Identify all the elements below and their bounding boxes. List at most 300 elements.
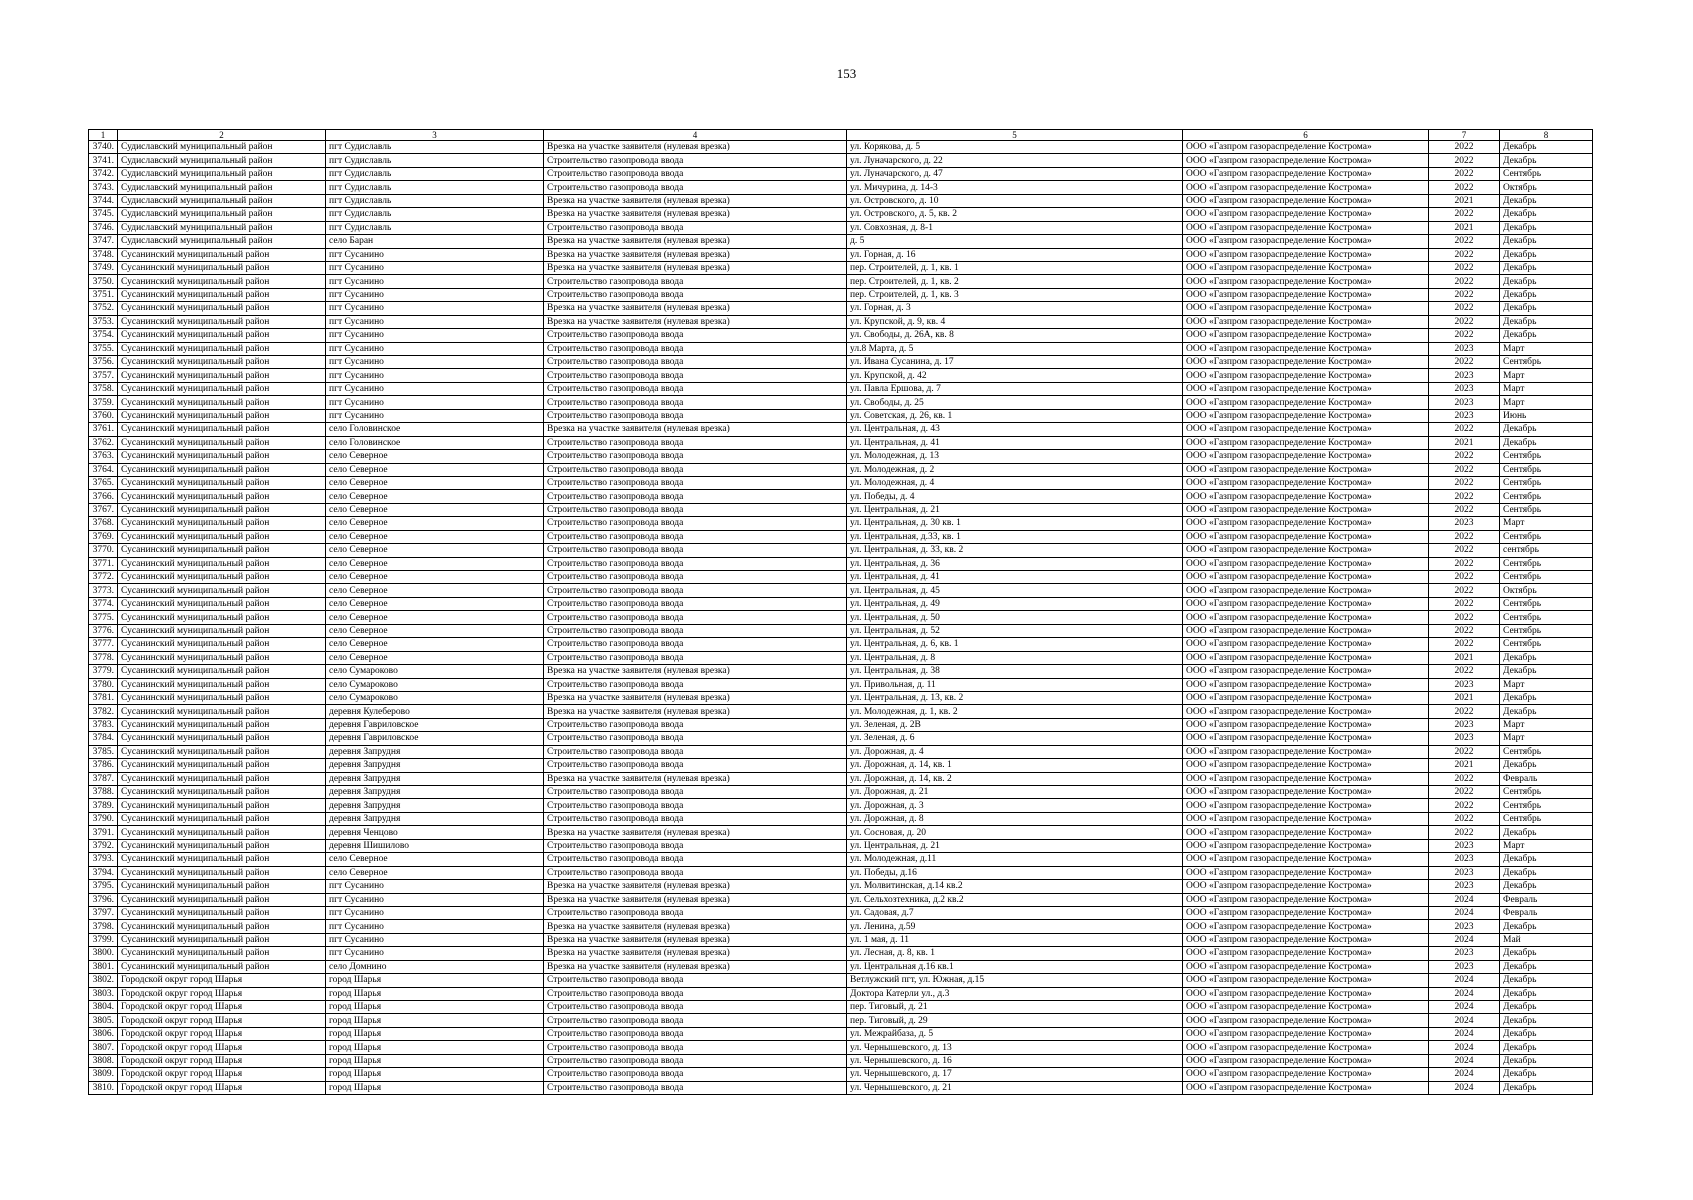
row-number: 3797. [89,906,118,919]
operator-cell: ООО «Газпром газораспределение Кострома» [1183,853,1429,866]
table-row [89,302,1593,315]
operator-cell: ООО «Газпром газораспределение Кострома» [1183,705,1429,718]
district-cell: Сусанинский муниципальный район [118,463,326,476]
settlement-cell: пгт Судиславль [326,141,544,154]
work-type-cell: Врезка на участке заявителя (нулевая врезка) [544,933,847,946]
month-cell: Декабрь [1500,1014,1593,1027]
table-row [89,342,1593,355]
address-cell: ул. Горная, д. 3 [847,302,1183,315]
work-type-cell: Врезка на участке заявителя (нулевая врезка) [544,920,847,933]
year-cell: 2022 [1429,423,1500,436]
settlement-cell: село Северное [326,544,544,557]
year-cell: 2022 [1429,476,1500,489]
row-number: 3757. [89,369,118,382]
settlement-cell: село Северное [326,476,544,489]
district-cell: Сусанинский муниципальный район [118,799,326,812]
operator-cell: ООО «Газпром газораспределение Кострома» [1183,974,1429,987]
month-cell: Март [1500,382,1593,395]
district-cell: Сусанинский муниципальный район [118,786,326,799]
year-cell: 2024 [1429,906,1500,919]
year-cell: 2022 [1429,356,1500,369]
year-cell: 2022 [1429,745,1500,758]
district-cell: Городской округ город Шарья [118,987,326,1000]
table-row [89,141,1593,154]
row-number: 3746. [89,221,118,234]
settlement-cell: село Северное [326,611,544,624]
settlement-cell: пгт Сусанино [326,261,544,274]
district-cell: Сусанинский муниципальный район [118,597,326,610]
row-number: 3780. [89,678,118,691]
operator-cell: ООО «Газпром газораспределение Кострома» [1183,947,1429,960]
row-number: 3798. [89,920,118,933]
table-row [89,665,1593,678]
address-cell: ул. Центральная, д. 45 [847,584,1183,597]
settlement-cell: пгт Судиславль [326,194,544,207]
year-cell: 2022 [1429,248,1500,261]
year-cell: 2022 [1429,490,1500,503]
year-cell: 2022 [1429,571,1500,584]
address-cell: ул. Центральная, д. 6, кв. 1 [847,638,1183,651]
row-number: 3804. [89,1001,118,1014]
district-cell: Судиславский муниципальный район [118,235,326,248]
month-cell: Декабрь [1500,853,1593,866]
row-number: 3790. [89,812,118,825]
settlement-cell: город Шарья [326,1001,544,1014]
operator-cell: ООО «Газпром газораспределение Кострома» [1183,571,1429,584]
year-cell: 2023 [1429,396,1500,409]
table-row [89,329,1593,342]
year-cell: 2023 [1429,960,1500,973]
row-number: 3808. [89,1054,118,1067]
settlement-cell: село Сумароково [326,665,544,678]
work-type-cell: Врезка на участке заявителя (нулевая врезка) [544,261,847,274]
address-cell: ул. Павла Ершова, д. 7 [847,382,1183,395]
column-header: 5 [847,130,1183,141]
table-row [89,759,1593,772]
address-cell: ул. Сельхозтехника, д.2 кв.2 [847,893,1183,906]
work-type-cell: Строительство газопровода ввода [544,463,847,476]
row-number: 3796. [89,893,118,906]
settlement-cell: село Северное [326,651,544,664]
settlement-cell: пгт Сусанино [326,275,544,288]
row-number: 3782. [89,705,118,718]
operator-cell: ООО «Газпром газораспределение Кострома» [1183,812,1429,825]
address-cell: ул. Центральная, д. 33, кв. 2 [847,544,1183,557]
settlement-cell: пгт Сусанино [326,906,544,919]
row-number: 3754. [89,329,118,342]
row-number: 3803. [89,987,118,1000]
table-row [89,235,1593,248]
month-cell: Сентябрь [1500,799,1593,812]
settlement-cell: город Шарья [326,1081,544,1094]
address-cell: ул. Ленина, д.59 [847,920,1183,933]
month-cell: Март [1500,839,1593,852]
district-cell: Судиславский муниципальный район [118,181,326,194]
operator-cell: ООО «Газпром газораспределение Кострома» [1183,356,1429,369]
year-cell: 2021 [1429,194,1500,207]
operator-cell: ООО «Газпром газораспределение Кострома» [1183,302,1429,315]
operator-cell: ООО «Газпром газораспределение Кострома» [1183,396,1429,409]
work-type-cell: Строительство газопровода ввода [544,1081,847,1094]
month-cell: Декабрь [1500,1027,1593,1040]
settlement-cell: деревня Запрудня [326,812,544,825]
address-cell: ул. Дорожная, д. 14, кв. 1 [847,759,1183,772]
operator-cell: ООО «Газпром газораспределение Кострома» [1183,584,1429,597]
month-cell: Октябрь [1500,181,1593,194]
year-cell: 2023 [1429,866,1500,879]
work-type-cell: Строительство газопровода ввода [544,329,847,342]
year-cell: 2024 [1429,1068,1500,1081]
work-type-cell: Строительство газопровода ввода [544,1014,847,1027]
year-cell: 2024 [1429,1027,1500,1040]
operator-cell: ООО «Газпром газораспределение Кострома» [1183,235,1429,248]
operator-cell: ООО «Газпром газораспределение Кострома» [1183,826,1429,839]
settlement-cell: пгт Сусанино [326,933,544,946]
address-cell: ул. Центральная, д.33, кв. 1 [847,530,1183,543]
address-cell: ул. Советская, д. 26, кв. 1 [847,409,1183,422]
row-number: 3786. [89,759,118,772]
row-number: 3744. [89,194,118,207]
year-cell: 2022 [1429,665,1500,678]
year-cell: 2024 [1429,933,1500,946]
year-cell: 2023 [1429,853,1500,866]
work-type-cell: Врезка на участке заявителя (нулевая врезка) [544,960,847,973]
operator-cell: ООО «Газпром газораспределение Кострома» [1183,423,1429,436]
table-row [89,678,1593,691]
address-cell: ул. Совхозная, д. 8-1 [847,221,1183,234]
month-cell: Июнь [1500,409,1593,422]
address-cell: ул. Молвитинская, д.14 кв.2 [847,880,1183,893]
year-cell: 2023 [1429,678,1500,691]
operator-cell: ООО «Газпром газораспределение Кострома» [1183,651,1429,664]
month-cell: Февраль [1500,772,1593,785]
work-type-cell: Врезка на участке заявителя (нулевая врезка) [544,141,847,154]
district-cell: Сусанинский муниципальный район [118,450,326,463]
work-type-cell: Строительство газопровода ввода [544,1027,847,1040]
address-cell: ул. Молодежная, д. 4 [847,476,1183,489]
month-cell: Декабрь [1500,866,1593,879]
settlement-cell: город Шарья [326,987,544,1000]
table-row [89,1027,1593,1040]
operator-cell: ООО «Газпром газораспределение Кострома» [1183,544,1429,557]
month-cell: Декабрь [1500,208,1593,221]
settlement-cell: деревня Ченцово [326,826,544,839]
row-number: 3772. [89,571,118,584]
address-cell: ул. Центральная, д. 41 [847,571,1183,584]
address-cell: ул. Победы, д.16 [847,866,1183,879]
district-cell: Сусанинский муниципальный район [118,732,326,745]
work-type-cell: Строительство газопровода ввода [544,517,847,530]
table-row [89,893,1593,906]
row-number: 3750. [89,275,118,288]
column-header: 2 [118,130,326,141]
district-cell: Сусанинский муниципальный район [118,866,326,879]
operator-cell: ООО «Газпром газораспределение Кострома» [1183,745,1429,758]
row-number: 3785. [89,745,118,758]
address-cell: ул. Дорожная, д. 14, кв. 2 [847,772,1183,785]
work-type-cell: Врезка на участке заявителя (нулевая врезка) [544,315,847,328]
address-cell: ул. 1 мая, д. 11 [847,933,1183,946]
table-row [89,571,1593,584]
table-row [89,880,1593,893]
month-cell: Декабрь [1500,974,1593,987]
row-number: 3745. [89,208,118,221]
address-cell: ул. Дорожная, д. 3 [847,799,1183,812]
month-cell: Сентябрь [1500,167,1593,180]
year-cell: 2024 [1429,987,1500,1000]
operator-cell: ООО «Газпром газораспределение Кострома» [1183,315,1429,328]
year-cell: 2023 [1429,920,1500,933]
settlement-cell: деревня Запрудня [326,772,544,785]
settlement-cell: село Северное [326,866,544,879]
table-row [89,1041,1593,1054]
table-row [89,181,1593,194]
table-row [89,651,1593,664]
work-type-cell: Строительство газопровода ввода [544,167,847,180]
month-cell: Декабрь [1500,154,1593,167]
district-cell: Сусанинский муниципальный район [118,382,326,395]
month-cell: Сентябрь [1500,624,1593,637]
year-cell: 2022 [1429,611,1500,624]
address-cell: ул.8 Марта, д. 5 [847,342,1183,355]
header-row [89,130,1593,141]
month-cell: Декабрь [1500,759,1593,772]
year-cell: 2024 [1429,1054,1500,1067]
row-number: 3806. [89,1027,118,1040]
month-cell: Сентябрь [1500,503,1593,516]
year-cell: 2022 [1429,799,1500,812]
settlement-cell: село Домнино [326,960,544,973]
address-cell: пер. Строителей, д. 1, кв. 2 [847,275,1183,288]
row-number: 3741. [89,154,118,167]
address-cell: ул. Молодежная, д. 2 [847,463,1183,476]
operator-cell: ООО «Газпром газораспределение Кострома» [1183,799,1429,812]
settlement-cell: деревня Запрудня [326,786,544,799]
settlement-cell: пгт Сусанино [326,342,544,355]
month-cell: Декабрь [1500,947,1593,960]
settlement-cell: село Северное [326,624,544,637]
month-cell: Сентябрь [1500,463,1593,476]
work-type-cell: Строительство газопровода ввода [544,571,847,584]
row-number: 3807. [89,1041,118,1054]
row-number: 3752. [89,302,118,315]
settlement-cell: пгт Судиславль [326,181,544,194]
work-type-cell: Врезка на участке заявителя (нулевая врезка) [544,235,847,248]
table-row [89,450,1593,463]
work-type-cell: Врезка на участке заявителя (нулевая врезка) [544,302,847,315]
district-cell: Сусанинский муниципальный район [118,503,326,516]
year-cell: 2022 [1429,638,1500,651]
table-row [89,436,1593,449]
operator-cell: ООО «Газпром газораспределение Кострома» [1183,342,1429,355]
year-cell: 2024 [1429,1014,1500,1027]
operator-cell: ООО «Газпром газораспределение Кострома» [1183,933,1429,946]
work-type-cell: Врезка на участке заявителя (нулевая врезка) [544,423,847,436]
operator-cell: ООО «Газпром газораспределение Кострома» [1183,1068,1429,1081]
district-cell: Сусанинский муниципальный район [118,947,326,960]
operator-cell: ООО «Газпром газораспределение Кострома» [1183,248,1429,261]
address-cell: ул. Центральная, д. 52 [847,624,1183,637]
table-row [89,221,1593,234]
year-cell: 2021 [1429,436,1500,449]
year-cell: 2022 [1429,597,1500,610]
address-cell: ул. Центральная, д. 43 [847,423,1183,436]
district-cell: Судиславский муниципальный район [118,194,326,207]
year-cell: 2023 [1429,947,1500,960]
row-number: 3774. [89,597,118,610]
district-cell: Сусанинский муниципальный район [118,248,326,261]
operator-cell: ООО «Газпром газораспределение Кострома» [1183,597,1429,610]
settlement-cell: пгт Сусанино [326,302,544,315]
work-type-cell: Врезка на участке заявителя (нулевая врезка) [544,665,847,678]
settlement-cell: пгт Сусанино [326,356,544,369]
year-cell: 2022 [1429,624,1500,637]
table-row [89,248,1593,261]
month-cell: Декабрь [1500,302,1593,315]
month-cell: Декабрь [1500,329,1593,342]
district-cell: Сусанинский муниципальный район [118,678,326,691]
table-row [89,369,1593,382]
operator-cell: ООО «Газпром газораспределение Кострома» [1183,181,1429,194]
settlement-cell: город Шарья [326,1054,544,1067]
year-cell: 2022 [1429,167,1500,180]
month-cell: Декабрь [1500,1081,1593,1094]
settlement-cell: город Шарья [326,1014,544,1027]
row-number: 3740. [89,141,118,154]
district-cell: Судиславский муниципальный район [118,167,326,180]
settlement-cell: пгт Сусанино [326,947,544,960]
year-cell: 2023 [1429,517,1500,530]
row-number: 3753. [89,315,118,328]
operator-cell: ООО «Газпром газораспределение Кострома» [1183,409,1429,422]
table-row [89,530,1593,543]
work-type-cell: Строительство газопровода ввода [544,799,847,812]
work-type-cell: Строительство газопровода ввода [544,853,847,866]
address-cell: Ветлужский пгт, ул. Южная, д.15 [847,974,1183,987]
year-cell: 2022 [1429,812,1500,825]
month-cell: Декабрь [1500,288,1593,301]
row-number: 3769. [89,530,118,543]
district-cell: Сусанинский муниципальный район [118,611,326,624]
table-row [89,490,1593,503]
district-cell: Сусанинский муниципальный район [118,490,326,503]
row-number: 3767. [89,503,118,516]
operator-cell: ООО «Газпром газораспределение Кострома» [1183,154,1429,167]
row-number: 3789. [89,799,118,812]
address-cell: ул. Островского, д. 5, кв. 2 [847,208,1183,221]
operator-cell: ООО «Газпром газораспределение Кострома» [1183,906,1429,919]
month-cell: Декабрь [1500,826,1593,839]
work-type-cell: Строительство газопровода ввода [544,759,847,772]
row-number: 3761. [89,423,118,436]
month-cell: Март [1500,396,1593,409]
address-cell: ул. Мичурина, д. 14-3 [847,181,1183,194]
district-cell: Сусанинский муниципальный район [118,476,326,489]
table-row [89,315,1593,328]
address-cell: ул. Крупской, д. 42 [847,369,1183,382]
row-number: 3747. [89,235,118,248]
address-cell: ул. Дорожная, д. 21 [847,786,1183,799]
work-type-cell: Строительство газопровода ввода [544,409,847,422]
settlement-cell: село Сумароково [326,678,544,691]
month-cell: Декабрь [1500,651,1593,664]
settlement-cell: деревня Гавриловское [326,718,544,731]
month-cell: Сентябрь [1500,597,1593,610]
work-type-cell: Врезка на участке заявителя (нулевая врезка) [544,208,847,221]
year-cell: 2022 [1429,786,1500,799]
table-row [89,745,1593,758]
address-cell: ул. Чернышевского, д. 13 [847,1041,1183,1054]
work-type-cell: Врезка на участке заявителя (нулевая врезка) [544,880,847,893]
operator-cell: ООО «Газпром газораспределение Кострома» [1183,1054,1429,1067]
table-row [89,544,1593,557]
operator-cell: ООО «Газпром газораспределение Кострома» [1183,450,1429,463]
column-header: 7 [1429,130,1500,141]
table-row [89,705,1593,718]
address-cell: ул. Центральная, д. 49 [847,597,1183,610]
district-cell: Сусанинский муниципальный район [118,880,326,893]
table-row [89,947,1593,960]
work-type-cell: Строительство газопровода ввода [544,557,847,570]
gasification-table [88,129,1593,1095]
month-cell: Декабрь [1500,1001,1593,1014]
work-type-cell: Строительство газопровода ввода [544,839,847,852]
district-cell: Сусанинский муниципальный район [118,571,326,584]
month-cell: Март [1500,342,1593,355]
year-cell: 2022 [1429,705,1500,718]
table-row [89,1081,1593,1094]
settlement-cell: пгт Сусанино [326,369,544,382]
row-number: 3764. [89,463,118,476]
month-cell: Сентябрь [1500,638,1593,651]
address-cell: ул. Зеленая, д. 6 [847,732,1183,745]
table-row [89,503,1593,516]
row-number: 3805. [89,1014,118,1027]
year-cell: 2023 [1429,880,1500,893]
row-number: 3779. [89,665,118,678]
address-cell: ул. Свободы, д. 26А, кв. 8 [847,329,1183,342]
year-cell: 2022 [1429,503,1500,516]
operator-cell: ООО «Газпром газораспределение Кострома» [1183,960,1429,973]
address-cell: ул. Чернышевского, д. 17 [847,1068,1183,1081]
year-cell: 2022 [1429,826,1500,839]
district-cell: Городской округ город Шарья [118,1014,326,1027]
settlement-cell: село Северное [326,638,544,651]
month-cell: Декабрь [1500,705,1593,718]
settlement-cell: деревня Шишилово [326,839,544,852]
address-cell: ул. Молодежная, д. 1, кв. 2 [847,705,1183,718]
settlement-cell: пгт Судиславль [326,154,544,167]
table-row [89,396,1593,409]
table-row [89,154,1593,167]
work-type-cell: Врезка на участке заявителя (нулевая врезка) [544,248,847,261]
settlement-cell: село Северное [326,463,544,476]
year-cell: 2022 [1429,154,1500,167]
operator-cell: ООО «Газпром газораспределение Кострома» [1183,476,1429,489]
settlement-cell: пгт Сусанино [326,409,544,422]
address-cell: ул. Чернышевского, д. 16 [847,1054,1183,1067]
work-type-cell: Строительство газопровода ввода [544,1041,847,1054]
address-cell: пер. Тиговый, д. 29 [847,1014,1183,1027]
row-number: 3743. [89,181,118,194]
settlement-cell: пгт Сусанино [326,248,544,261]
address-cell: ул. Лесная, д. 8, кв. 1 [847,947,1183,960]
work-type-cell: Строительство газопровода ввода [544,597,847,610]
work-type-cell: Строительство газопровода ввода [544,530,847,543]
settlement-cell: пгт Сусанино [326,893,544,906]
table-row [89,718,1593,731]
month-cell: Май [1500,933,1593,946]
